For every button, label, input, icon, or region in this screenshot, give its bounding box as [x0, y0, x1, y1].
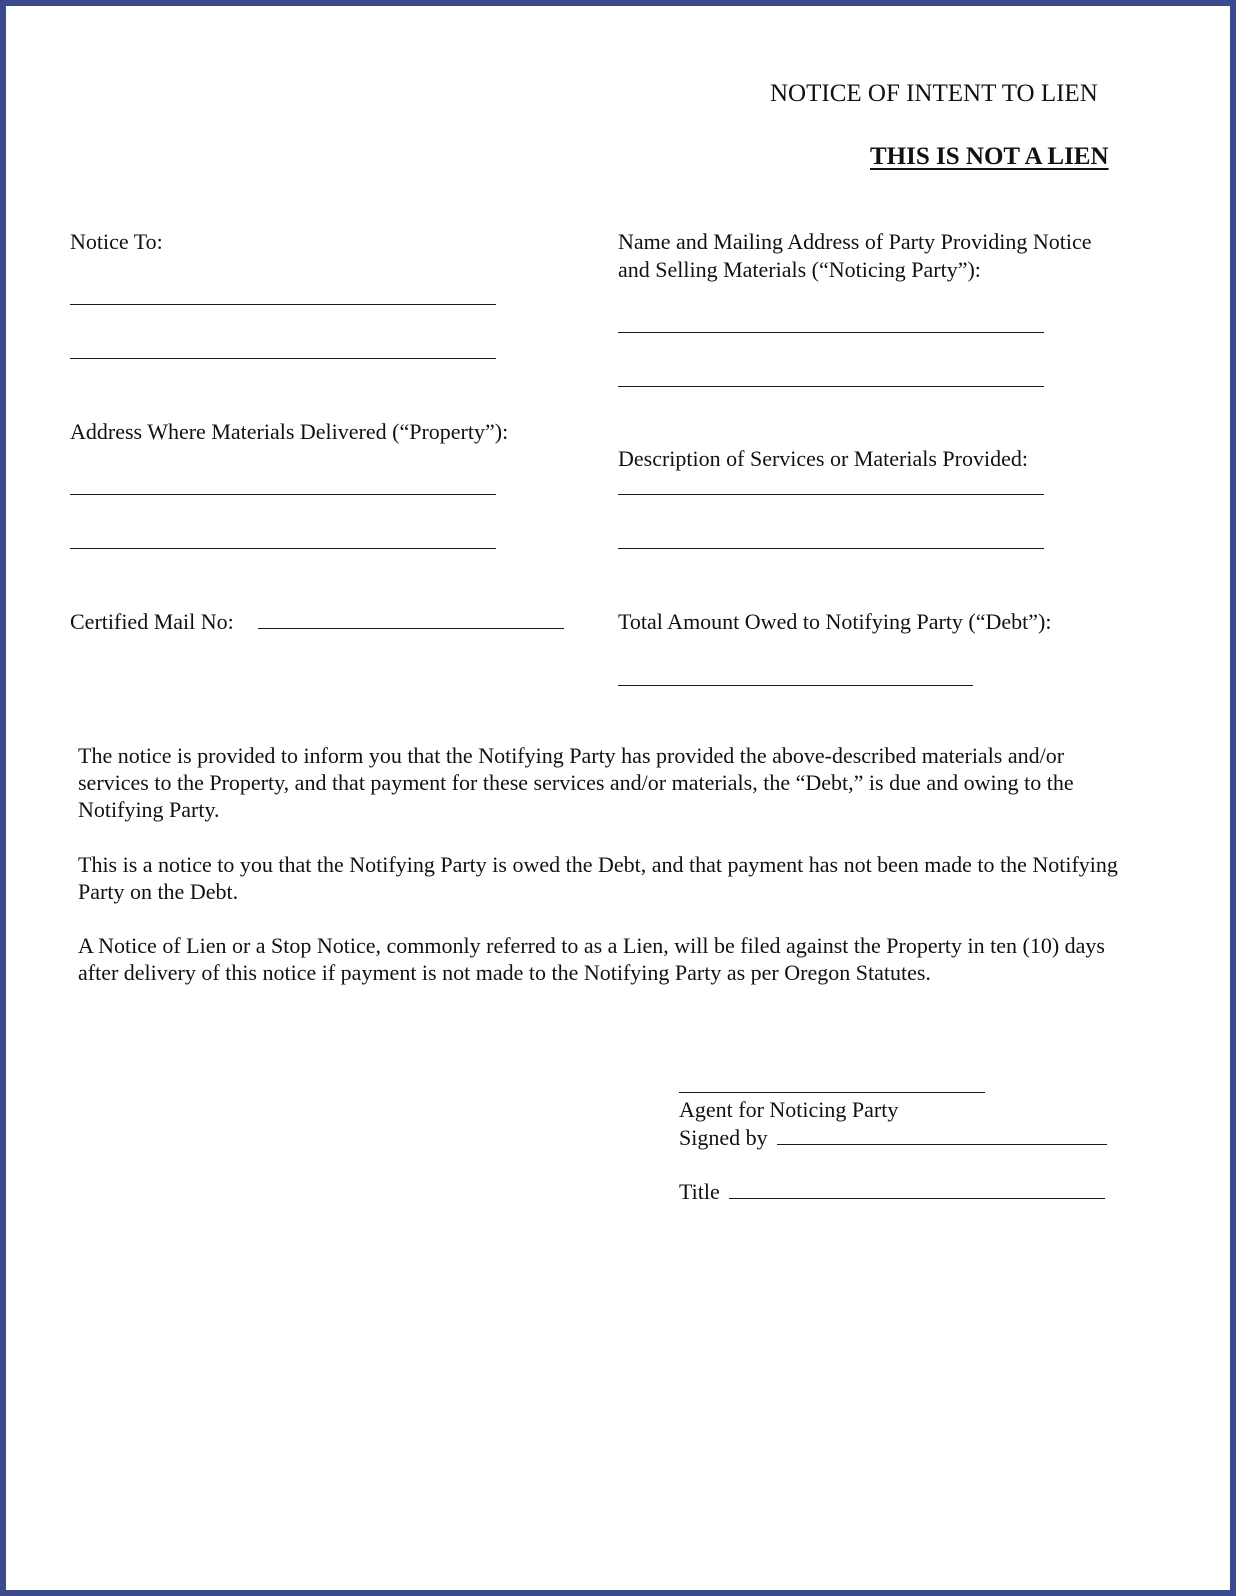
noticing-party-label-2: and Selling Materials (“Noticing Party”):: [618, 257, 981, 282]
notice-to-line-1[interactable]: [70, 304, 496, 305]
not-a-lien-heading: THIS IS NOT A LIEN: [870, 143, 1109, 170]
doc-title: NOTICE OF INTENT TO LIEN: [770, 80, 1098, 107]
document-page: [8, 8, 1228, 1588]
paragraph-3: A Notice of Lien or a Stop Notice, commonly referred to as a Lien, will be filed against the Property in ten (10) days after delivery of this notice if payment is not made to the Notifying Party as per Oregon Statutes.: [78, 933, 1105, 985]
property-address-label: Address Where Materials Delivered (“Property”):: [70, 419, 509, 444]
description-line-1[interactable]: [618, 494, 1044, 495]
total-owed-label: Total Amount Owed to Notifying Party (“Debt”):: [618, 609, 1052, 634]
noticing-party-line-2[interactable]: [618, 386, 1044, 387]
noticing-party-line-1[interactable]: [618, 332, 1044, 333]
paragraph-2: This is a notice to you that the Notifying Party is owed the Debt, and that payment has not been made to the Notifying Party on the Debt.: [78, 852, 1118, 904]
notice-to-line-2[interactable]: [70, 358, 496, 359]
noticing-party-label-1: Name and Mailing Address of Party Providing Notice: [618, 229, 1092, 254]
notice-to-label: Notice To:: [70, 229, 163, 254]
signed-by-line[interactable]: [777, 1126, 1107, 1145]
property-line-1[interactable]: [70, 494, 496, 495]
agent-signature-line[interactable]: [679, 1092, 985, 1093]
property-line-2[interactable]: [70, 548, 496, 549]
title-line[interactable]: [729, 1180, 1105, 1199]
signed-by-label: Signed by: [679, 1125, 768, 1150]
paragraph-1: The notice is provided to inform you that the Notifying Party has provided the above-described materials and/or services to the Property, and that payment for these services and/or materials, the “Debt,” is due and owing to the Notifying Party.: [78, 743, 1074, 822]
total-owed-line[interactable]: [618, 685, 973, 686]
title-row: [679, 1178, 1105, 1206]
description-line-2[interactable]: [618, 548, 1044, 549]
description-label: Description of Services or Materials Provided:: [618, 446, 1028, 471]
signed-by-row: [679, 1124, 1107, 1152]
agent-label: Agent for Noticing Party: [679, 1097, 899, 1122]
certified-mail-line[interactable]: [258, 628, 564, 629]
certified-mail-label: Certified Mail No:: [70, 609, 234, 634]
title-label: Title: [679, 1179, 720, 1204]
